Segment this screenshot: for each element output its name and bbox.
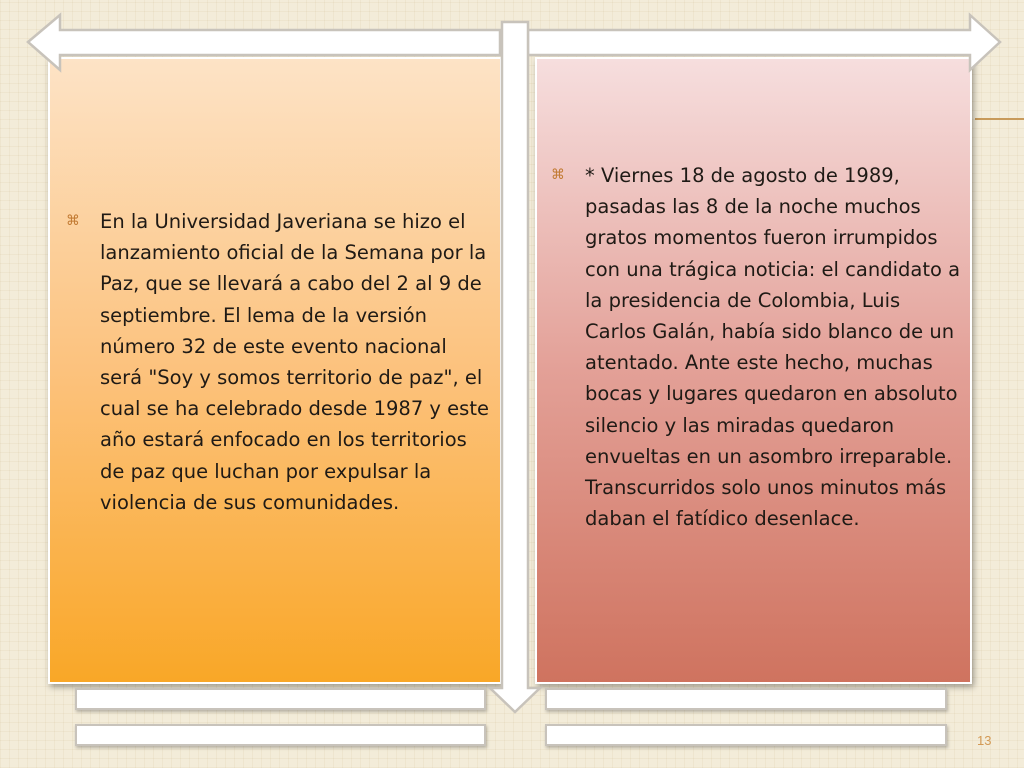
bottom-right-box-1 <box>545 688 947 710</box>
right-panel-text: * Viernes 18 de agosto de 1989, pasadas las 8 de la noche muchos gratos momentos fueron irrumpidos con una trágica noticia: el candidato a la presidencia de Colombia, Luis Carlos Galán, había sido blanco de un atentado. Ante este hecho, muchas bocas y lugares quedaron en absoluto silencio y las miradas quedaron envueltas en un asombro irreparable. Transcurridos solo unos minutos más daban el fatídico desenlace. <box>585 164 961 531</box>
page-number: 13 <box>977 733 992 748</box>
right-arrow-shape <box>528 15 1000 70</box>
down-arrow-shape <box>490 22 540 712</box>
bottom-right-box-2 <box>545 724 947 746</box>
left-arrow-shape <box>28 15 500 70</box>
x-bullet-icon: ⌘ <box>551 167 565 183</box>
bottom-left-box-2 <box>75 724 486 746</box>
x-bullet-icon: ⌘ <box>66 213 80 229</box>
left-panel-text: En la Universidad Javeriana se hizo el lanzamiento oficial de la Semana por la Paz, que se llevará a cabo del 2 al 9 de septiembre. El lema de la versión número 32 de este evento nacional será "Soy y somos territorio de paz", el cual se ha celebrado desde 1987 y este año estará enfocado en los territorios de paz que luchan por expulsar la violencia de sus comunidades. <box>100 210 489 514</box>
bottom-left-box-1 <box>75 688 486 710</box>
